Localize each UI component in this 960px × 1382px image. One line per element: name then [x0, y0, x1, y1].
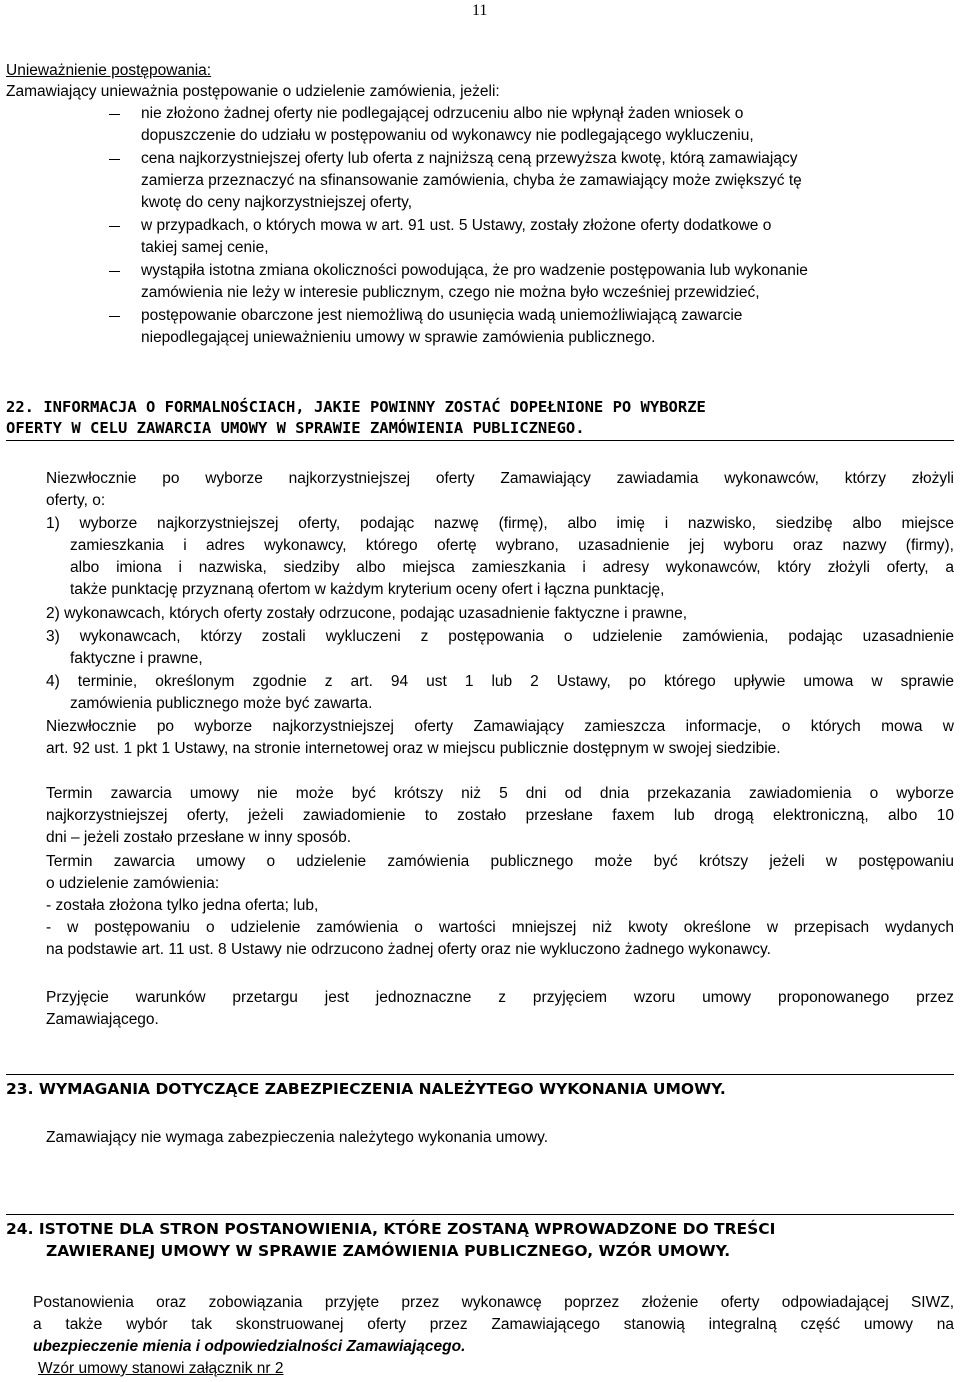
paragraph-line: Przyjęcie warunków przetargu jest jednoznaczne z przyjęciem wzoru umowy proponowanego przez — [46, 989, 954, 1006]
annulment-item-5-line-2: niepodlegającej unieważnieniu umowy w sprawie zamówienia publicznego. — [141, 329, 656, 346]
annulment-item-2-line-1: cena najkorzystniejszej oferty lub oferta z najniższą ceną przewyższa kwotę, którą zamawiający — [141, 150, 798, 167]
paragraph-line: Zamawiającego. — [46, 1011, 159, 1028]
paragraph-line: zamieszkania i adres wykonawcy, którego ofertę wybrano, uzasadnienie jej wyboru oraz nazwy (firmy), — [70, 537, 954, 554]
section-22-paragraph-3 — [46, 783, 954, 849]
paragraph-line: także punktację przyznaną ofertom w każdym kryterium oceny ofert i łączna punktację, — [70, 581, 665, 598]
annulment-item-3-line-1: w przypadkach, o których mowa w art. 91 ust. 5 Ustawy, zostały złożone oferty dodatkowe o — [141, 217, 772, 234]
section-23-text: Zamawiający nie wymaga zabezpieczenia należytego wykonania umowy. — [46, 1129, 548, 1146]
paragraph-line: Niezwłocznie po wyborze najkorzystniejszej oferty Zamawiający zamieszcza informacje, o których mowa w — [46, 718, 954, 735]
paragraph-line: faktyczne i prawne, — [70, 650, 203, 667]
annulment-item-2-line-3: kwotę do ceny najkorzystniejszej oferty, — [141, 194, 413, 211]
paragraph-line: albo imiona i nazwiska, siedziby albo miejsca zamieszkania i adresy wykonawców, który złożyli oferty, a — [70, 559, 954, 576]
section-24-paragraph — [33, 1292, 954, 1380]
notification-item-4 — [46, 671, 954, 715]
section-23-heading: 23. WYMAGANIA DOTYCZĄCE ZABEZPIECZENIA NALEŻYTEGO WYKONANIA UMOWY. — [6, 1080, 726, 1098]
annulment-intro: Zamawiający unieważnia postępowanie o udzielenie zamówienia, jeżeli: — [6, 83, 500, 100]
annulment-item-4-line-2: zamówienia nie leży w interesie publicznym, czego nie można było wcześniej przewidzieć, — [141, 284, 760, 301]
paragraph-line: Termin zawarcia umowy o udzielenie zamówienia publicznego może być krótszy jeżeli w postępowaniu — [46, 853, 954, 870]
notification-item-2: 2) wykonawcach, których oferty zostały odrzucone, podając uzasadnienie faktyczne i prawne, — [46, 605, 688, 622]
section-22-paragraph-4 — [46, 851, 954, 961]
section-22-heading — [6, 397, 954, 439]
paragraph-line: oferty, o: — [46, 492, 106, 509]
section-24-heading-line-1: 24. ISTOTNE DLA STRON POSTANOWIENIA, KTÓRE ZOSTANĄ WPROWADZONE DO TREŚCI — [6, 1220, 776, 1238]
annulment-title: Unieważnienie postępowania: — [6, 62, 212, 79]
dash-bullet — [109, 271, 120, 272]
dash-bullet — [109, 226, 120, 227]
paragraph-line: na podstawie art. 11 ust. 8 Ustawy nie odrzucono żadnej oferty oraz nie wykluczono żadnego wykonawcy. — [46, 941, 771, 958]
paragraph-line-emphasis: ubezpieczenie mienia i odpowiedzialności Zamawiającego. — [33, 1338, 466, 1355]
section-22-paragraph-1 — [46, 468, 954, 512]
dash-bullet — [109, 316, 120, 317]
section-divider — [6, 440, 954, 441]
section-24-heading — [6, 1218, 775, 1262]
dash-bullet — [109, 159, 120, 160]
section-divider — [6, 1214, 954, 1215]
annulment-item-3-line-2: takiej samej cenie, — [141, 239, 269, 256]
paragraph-line: 3) wykonawcach, którzy zostali wykluczeni z postępowania o udzielenie zamówienia, podając uzasadnienie — [46, 628, 954, 645]
section-22-heading-line-1: 22. INFORMACJA O FORMALNOŚCIACH, JAKIE POWINNY ZOSTAĆ DOPEŁNIONE PO WYBORZE — [6, 398, 706, 416]
paragraph-line: dni – jeżeli zostało przesłane w inny sposób. — [46, 829, 352, 846]
paragraph-line: 4) terminie, określonym zgodnie z art. 94 ust 1 lub 2 Ustawy, po którego upływie umowa w sprawie — [46, 673, 954, 690]
dash-bullet — [109, 114, 120, 115]
paragraph-line: - została złożona tylko jedna oferta; lub, — [46, 897, 319, 914]
section-22-paragraph-2 — [46, 716, 954, 760]
section-22-paragraph-5 — [46, 987, 954, 1031]
annulment-item-1-line-2: dopuszczenie do udziału w postępowaniu od wykonawcy nie podlegającego wykluczeniu, — [141, 127, 754, 144]
paragraph-line: Niezwłocznie po wyborze najkorzystniejszej oferty Zamawiający zawiadamia wykonawców, którzy złożyli — [46, 470, 954, 487]
paragraph-line: a także wybór tak skonstruowanej oferty przez Zamawiającego stanowią integralną część umowy na — [33, 1316, 954, 1333]
paragraph-line: art. 92 ust. 1 pkt 1 Ustawy, na stronie internetowej oraz w miejscu publicznie dostępnym w swojej siedzibie. — [46, 740, 781, 757]
attachment-note: Wzór umowy stanowi załącznik nr 2 — [38, 1360, 284, 1377]
notification-item-3 — [46, 626, 954, 670]
paragraph-line: o udzielenie zamówienia: — [46, 875, 220, 892]
notification-item-1 — [46, 513, 954, 601]
annulment-item-5-line-1: postępowanie obarczone jest niemożliwą do usunięcia wadą uniemożliwiającą zawarcie — [141, 307, 743, 324]
paragraph-line: 1) wyborze najkorzystniejszej oferty, podając nazwę (firmę), albo imię i nazwisko, siedzibę albo miejsce — [46, 515, 954, 532]
section-24-heading-line-2: ZAWIERANEJ UMOWY W SPRAWIE ZAMÓWIENIA PUBLICZNEGO, WZÓR UMOWY. — [46, 1242, 731, 1260]
page-number: 11 — [472, 2, 488, 19]
paragraph-line: Termin zawarcia umowy nie może być krótszy niż 5 dni od dnia przekazania zawiadomienia o wyborze — [46, 785, 954, 802]
paragraph-line: najkorzystniejszej oferty, jeżeli zawiadomienie to zostało przesłane faxem lub drogą elektroniczną, albo 10 — [46, 807, 954, 824]
section-divider — [6, 1074, 954, 1075]
paragraph-line: Postanowienia oraz zobowiązania przyjęte przez wykonawcę poprzez złożenie oferty odpowiadającej SIWZ, — [33, 1294, 954, 1311]
section-22-heading-line-2: OFERTY W CELU ZAWARCIA UMOWY W SPRAWIE ZAMÓWIENIA PUBLICZNEGO. — [6, 419, 585, 437]
annulment-item-4-line-1: wystąpiła istotna zmiana okoliczności powodująca, że pro wadzenie postępowania lub wykonanie — [141, 262, 808, 279]
paragraph-line: zamówienia publicznego może być zawarta. — [70, 695, 373, 712]
paragraph-line: - w postępowaniu o udzielenie zamówienia o wartości mniejszej niż kwoty określone w przepisach wydanych — [46, 919, 954, 936]
annulment-item-1-line-1: nie złożono żadnej oferty nie podlegającej odrzuceniu albo nie wpłynął żaden wniosek o — [141, 105, 744, 122]
annulment-item-2-line-2: zamierza przeznaczyć na sfinansowanie zamówienia, chyba że zamawiający może zwiększyć tę — [141, 172, 802, 189]
